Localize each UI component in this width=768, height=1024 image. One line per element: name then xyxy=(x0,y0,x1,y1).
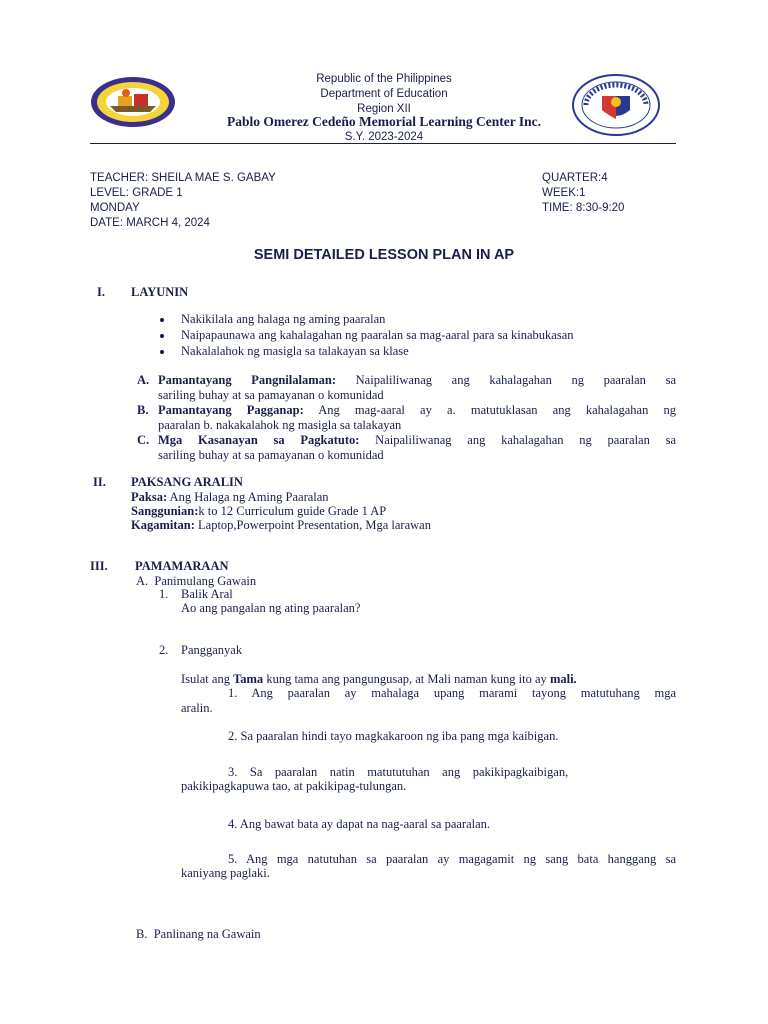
section-num-1: I. xyxy=(97,285,105,299)
instruction-mali: mali. xyxy=(549,672,577,686)
performance-standard-label: Pamantayang Pagganap: xyxy=(158,403,304,417)
statement-4: 4. Ang bawat bata ay dapat na nag-aaral sa paaralan. xyxy=(228,817,491,831)
standard-content-text: Naipaliliwanag ang kahalagahan ng paaralan sa xyxy=(355,373,676,387)
paksa-label: Paksa: xyxy=(131,490,168,504)
item-1-num: 1. xyxy=(159,587,169,601)
statement-3-cont: pakikipagkapuwa tao, at pakikipag-tulungan. xyxy=(181,779,407,793)
header-divider xyxy=(90,143,676,144)
standard-letter-a: A. xyxy=(137,373,150,387)
statement-5-cont: kaniyang paglaki. xyxy=(181,866,270,880)
statement-1: 1. Ang paaralan ay mahalaga upang marami tayong matutuhang mga xyxy=(228,686,676,700)
week-info: WEEK:1 xyxy=(542,187,586,199)
bullet-dot xyxy=(160,350,164,354)
section-num-3: III. xyxy=(90,559,108,573)
day-info: MONDAY xyxy=(90,202,140,214)
header-republic: Republic of the Philippines xyxy=(316,73,452,85)
balik-aral-question: Ao ang pangalan ng ating paaralan? xyxy=(181,601,361,615)
time-info: TIME: 8:30-9:20 xyxy=(542,202,625,214)
learning-competency-text: Naipaliliwanag ang kahalagahan ng paaralan sa xyxy=(375,433,677,447)
paksa-value: Ang Halaga ng Aming Paaralan xyxy=(167,490,329,504)
learning-competency-label: Mga Kasanayan sa Pagkatuto: xyxy=(158,433,360,447)
objective-item: Nakikilala ang halaga ng aming paaralan xyxy=(181,312,386,326)
header-school-year: S.Y. 2023-2024 xyxy=(344,131,424,143)
learning-competency xyxy=(158,433,676,448)
performance-standard-text: Ang mag-aaral ay a. matutuklasan ang kahalagahan ng xyxy=(318,403,676,417)
date-info: DATE: MARCH 4, 2024 xyxy=(90,217,210,229)
section-heading-pamamaraan: PAMAMARAAN xyxy=(135,559,229,573)
bullet-dot xyxy=(160,334,164,338)
section-heading-layunin: LAYUNIN xyxy=(131,285,189,299)
standard-content-cont: sariling buhay at sa pamayanan o komunidad xyxy=(158,388,384,402)
panlinang-na-gawain: B. Panlinang na Gawain xyxy=(136,927,261,941)
instruction-part-2: kung tama ang pangungusap, at Mali naman kung ito ay xyxy=(263,672,550,686)
kagamitan-line xyxy=(131,518,431,533)
teacher-info: TEACHER: SHEILA MAE S. GABAY xyxy=(90,172,276,184)
pangganyak-instruction xyxy=(181,657,577,687)
standard-letter-c: C. xyxy=(137,433,150,447)
header-region: Region XII xyxy=(357,103,411,115)
sanggunian-line xyxy=(131,504,386,519)
standard-content-label: Pamantayang Pangnilalaman: xyxy=(158,373,336,387)
instruction-tama: Tama xyxy=(233,672,264,686)
quarter-info: QUARTER:4 xyxy=(542,172,608,184)
kagamitan-label: Kagamitan: xyxy=(131,518,195,532)
bullet-dot xyxy=(160,318,164,322)
statement-3: 3. Sa paaralan natin matututuhan ang pakikipagkaibigan, xyxy=(228,765,569,779)
learning-competency-cont: sariling buhay at sa pamayanan o komunidad xyxy=(158,448,384,462)
balik-aral: Balik Aral xyxy=(181,587,233,601)
item-2-num: 2. xyxy=(159,643,169,657)
section-heading-paksang-aralin: PAKSANG ARALIN xyxy=(131,475,243,489)
kagamitan-value: Laptop,Powerpoint Presentation, Mga larawan xyxy=(194,518,431,532)
performance-standard-cont: paaralan b. nakakalahok ng masigla sa talakayan xyxy=(158,418,402,432)
statement-1-cont: aralin. xyxy=(181,701,213,715)
sanggunian-value: k to 12 Curriculum guide Grade 1 AP xyxy=(198,504,387,518)
level-info: LEVEL: GRADE 1 xyxy=(90,187,183,199)
objective-item: Naipapaunawa ang kahalagahan ng paaralan sa mag-aaral para sa kinabukasan xyxy=(181,328,574,342)
paksa-line xyxy=(131,490,329,505)
performance-standard xyxy=(158,403,676,418)
page-title: SEMI DETAILED LESSON PLAN IN AP xyxy=(253,247,515,263)
header-department: Department of Education xyxy=(320,88,448,100)
standard-content xyxy=(158,373,676,388)
statement-5: 5. Ang mga natutuhan sa paaralan ay magagamit ng sang bata hanggang sa xyxy=(228,852,676,866)
objective-item: Nakalalahok ng masigla sa talakayan sa klase xyxy=(181,344,409,358)
section-num-2: II. xyxy=(93,475,106,489)
header-school: Pablo Omerez Cedeño Memorial Learning Center Inc. xyxy=(226,114,542,129)
statement-2: 2. Sa paaralan hindi tayo magkakaroon ng iba pang mga kaibigan. xyxy=(228,729,559,743)
instruction-part-1: Isulat ang xyxy=(181,672,234,686)
panimulang-gawain: A. Panimulang Gawain xyxy=(136,574,257,588)
sanggunian-label: Sanggunian: xyxy=(131,504,199,518)
pangganyak: Pangganyak xyxy=(181,643,243,657)
standard-letter-b: B. xyxy=(137,403,149,417)
